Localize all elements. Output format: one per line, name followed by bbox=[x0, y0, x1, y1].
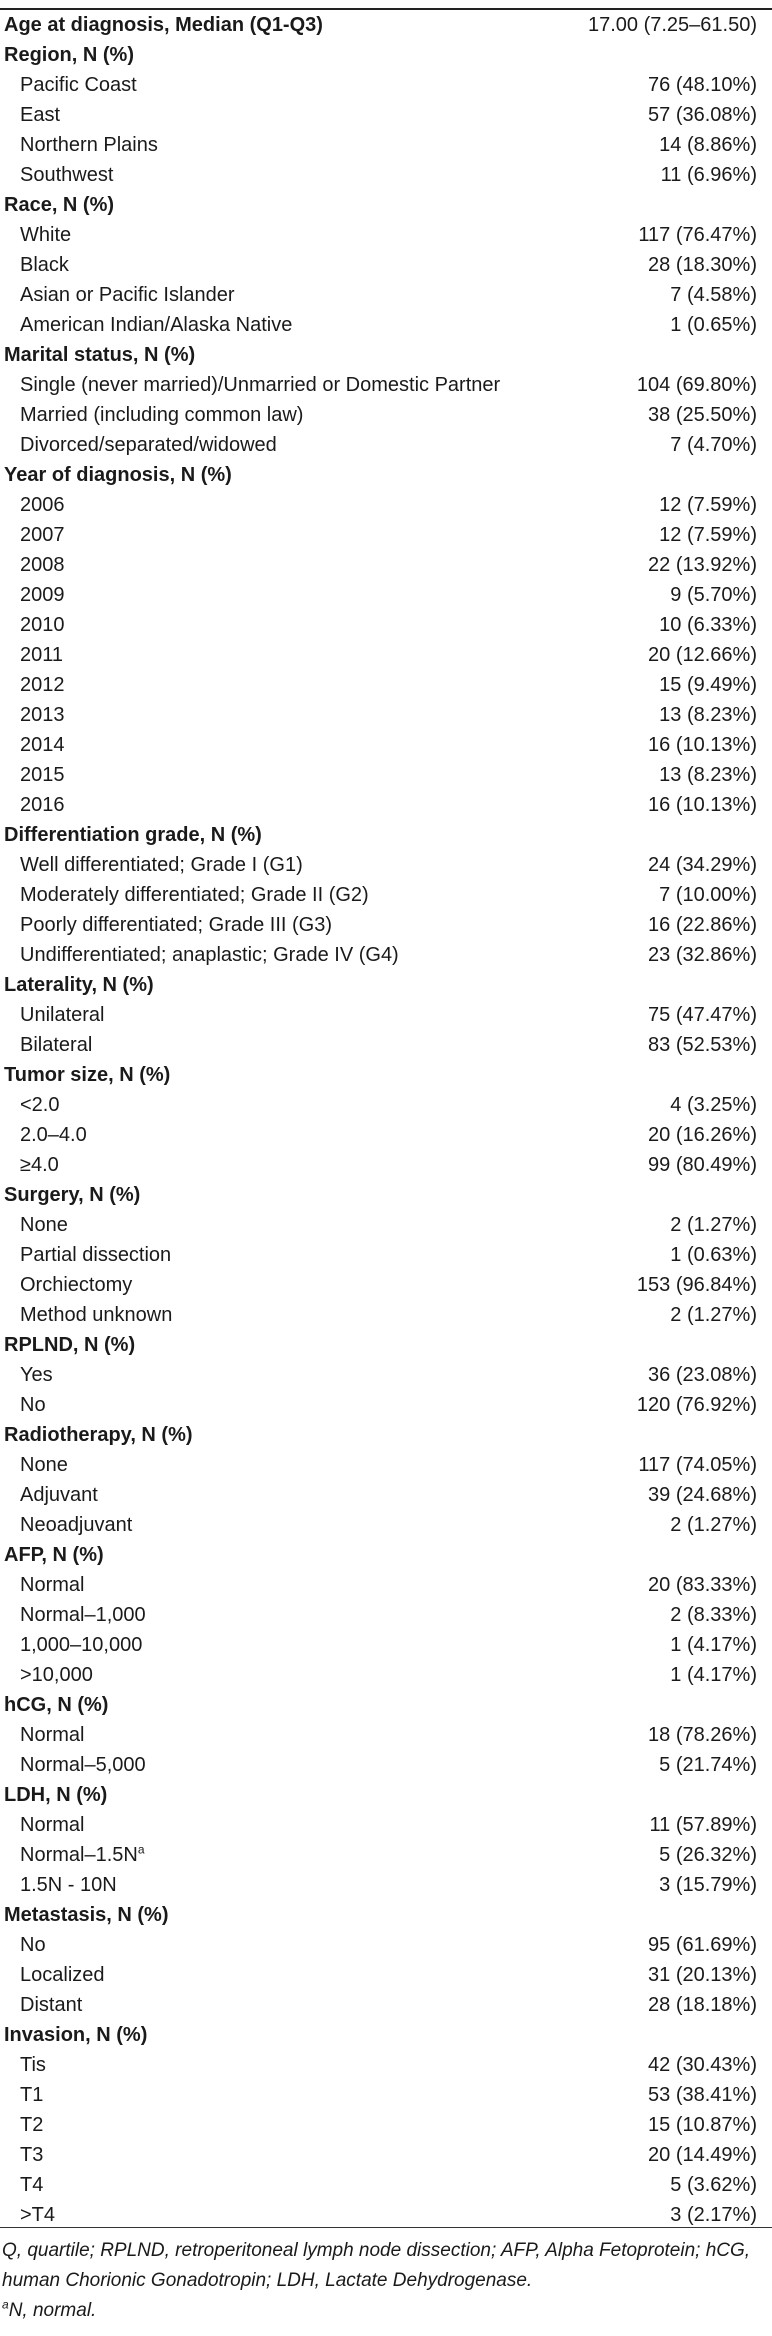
row-label-text: No bbox=[20, 1394, 46, 1416]
row-label bbox=[20, 1390, 46, 1420]
row-label-text: Adjuvant bbox=[20, 1484, 98, 1506]
row-label-text: 2006 bbox=[20, 494, 65, 516]
row-label-text: Neoadjuvant bbox=[20, 1514, 133, 1536]
row-label bbox=[20, 850, 303, 880]
row-label bbox=[20, 160, 113, 190]
section-label bbox=[4, 1060, 170, 1090]
table-row bbox=[0, 760, 772, 790]
row-value: 11 (6.96%) bbox=[660, 164, 757, 186]
row-label-text: T1 bbox=[20, 2084, 44, 2106]
row-label-text: None bbox=[20, 1454, 68, 1476]
row-label-text: American Indian/Alaska Native bbox=[20, 314, 293, 336]
row-value: 83 (52.53%) bbox=[648, 1034, 757, 1056]
row-label-text: Normal bbox=[20, 1814, 85, 1836]
row-label-text: 1.5N - 10N bbox=[20, 1874, 117, 1896]
row-value: 99 (80.49%) bbox=[648, 1154, 757, 1176]
row-label bbox=[20, 640, 63, 670]
bottom-rule bbox=[0, 2227, 772, 2228]
section-header-row bbox=[0, 1180, 772, 1210]
table-row bbox=[0, 550, 772, 580]
table-row bbox=[0, 1720, 772, 1750]
table-row bbox=[0, 1300, 772, 1330]
table-row bbox=[0, 2050, 772, 2080]
row-label bbox=[20, 1990, 82, 2020]
row-value: 7 (4.58%) bbox=[670, 284, 757, 306]
row-value: 75 (47.47%) bbox=[648, 1004, 757, 1026]
row-label-text: T2 bbox=[20, 2114, 44, 2136]
row-label-text: Metastasis, N (%) bbox=[4, 1904, 169, 1926]
table-row bbox=[0, 1600, 772, 1630]
table-row bbox=[0, 2200, 772, 2230]
section-label bbox=[4, 1420, 193, 1450]
row-label-text: Partial dissection bbox=[20, 1244, 172, 1266]
row-value: 12 (7.59%) bbox=[659, 494, 757, 516]
table-row bbox=[0, 700, 772, 730]
row-label bbox=[20, 880, 369, 910]
row-label bbox=[20, 550, 65, 580]
table-row bbox=[0, 370, 772, 400]
row-label-text: T4 bbox=[20, 2174, 44, 2196]
row-label-text: Pacific Coast bbox=[20, 74, 137, 96]
table-row bbox=[0, 850, 772, 880]
table-row bbox=[0, 670, 772, 700]
table-row bbox=[0, 940, 772, 970]
row-label-text: Moderately differentiated; Grade II (G2) bbox=[20, 884, 369, 906]
row-label-text: Normal–5,000 bbox=[20, 1754, 146, 1776]
table-row bbox=[0, 430, 772, 460]
row-value: 2 (8.33%) bbox=[670, 1604, 757, 1626]
row-label-text: LDH, N (%) bbox=[4, 1784, 108, 1806]
table-row bbox=[0, 1390, 772, 1420]
row-label bbox=[20, 400, 303, 430]
row-value: 76 (48.10%) bbox=[648, 74, 757, 96]
row-label bbox=[20, 310, 292, 340]
section-header-row bbox=[0, 1060, 772, 1090]
row-value: 1 (4.17%) bbox=[670, 1634, 757, 1656]
row-value: 2 (1.27%) bbox=[670, 1214, 757, 1236]
row-label-text: 2015 bbox=[20, 764, 65, 786]
table-row bbox=[0, 1270, 772, 1300]
row-label bbox=[20, 70, 137, 100]
row-value: 18 (78.26%) bbox=[648, 1724, 757, 1746]
table-footnote-abbreviations: Q, quartile; RPLND, retroperitoneal lymph node dissection; AFP, Alpha Fetoprotein; hCG, human Chorionic Gonadotropin; LDH, Lactate Dehydrogenase. bbox=[2, 2240, 751, 2291]
table-row bbox=[0, 1810, 772, 1840]
row-label bbox=[20, 1840, 145, 1870]
row-label-text: Single (never married)/Unmarried or Domestic Partner bbox=[20, 374, 501, 396]
section-header-row bbox=[0, 340, 772, 370]
row-label bbox=[20, 1510, 132, 1540]
row-label bbox=[20, 2200, 55, 2230]
row-label bbox=[20, 1660, 93, 1690]
row-label-text: Normal–1,000 bbox=[20, 1604, 146, 1626]
row-label bbox=[20, 790, 65, 820]
row-label-text: ≥4.0 bbox=[20, 1154, 59, 1176]
row-label-text: Tis bbox=[20, 2054, 46, 2076]
table-row bbox=[0, 1870, 772, 1900]
row-label bbox=[20, 220, 71, 250]
row-value: 17.00 (7.25–61.50) bbox=[587, 14, 757, 36]
row-value: 24 (34.29%) bbox=[648, 854, 757, 876]
section-label bbox=[4, 1330, 135, 1360]
row-label-text: AFP, N (%) bbox=[4, 1544, 104, 1566]
row-label-text: Normal–1.5N bbox=[20, 1844, 138, 1866]
row-label-text: Region, N (%) bbox=[4, 44, 134, 66]
row-value: 31 (20.13%) bbox=[648, 1964, 757, 1986]
table-row bbox=[0, 1570, 772, 1600]
row-label bbox=[20, 1360, 53, 1390]
row-label bbox=[20, 1960, 105, 1990]
row-label-text: Black bbox=[20, 254, 69, 276]
row-label-text: 2.0–4.0 bbox=[20, 1124, 87, 1146]
section-label bbox=[4, 460, 232, 490]
table-row bbox=[0, 1960, 772, 1990]
row-label bbox=[20, 580, 65, 610]
row-label bbox=[20, 1150, 59, 1180]
row-value: 53 (38.41%) bbox=[648, 2084, 757, 2106]
row-label-text: 2014 bbox=[20, 734, 65, 756]
section-label bbox=[4, 1900, 169, 1930]
footnote-marker: a bbox=[137, 1842, 145, 1857]
row-value: 38 (25.50%) bbox=[648, 404, 757, 426]
row-label-text: Surgery, N (%) bbox=[4, 1184, 141, 1206]
row-value: 5 (21.74%) bbox=[659, 1754, 757, 1776]
row-label bbox=[20, 2110, 43, 2140]
row-value: 23 (32.86%) bbox=[648, 944, 757, 966]
row-label bbox=[20, 1210, 68, 1240]
section-label bbox=[4, 190, 114, 220]
section-header-row bbox=[0, 1330, 772, 1360]
row-label bbox=[20, 940, 399, 970]
row-value: 12 (7.59%) bbox=[659, 524, 757, 546]
row-value: 39 (24.68%) bbox=[648, 1484, 757, 1506]
section-header-row bbox=[0, 2020, 772, 2050]
section-label bbox=[4, 970, 154, 1000]
section-label bbox=[4, 1540, 104, 1570]
section-header-row bbox=[0, 10, 772, 40]
row-label-text: 2010 bbox=[20, 614, 65, 636]
row-label-text: Method unknown bbox=[20, 1304, 173, 1326]
section-header-row bbox=[0, 970, 772, 1000]
row-label bbox=[20, 490, 65, 520]
row-value: 117 (74.05%) bbox=[638, 1454, 757, 1476]
row-value: 20 (83.33%) bbox=[648, 1574, 757, 1596]
table-row bbox=[0, 1840, 772, 1870]
row-value: 57 (36.08%) bbox=[648, 104, 757, 126]
row-value: 9 (5.70%) bbox=[670, 584, 757, 606]
row-label bbox=[20, 2080, 43, 2110]
row-label bbox=[20, 670, 65, 700]
row-value: 10 (6.33%) bbox=[659, 614, 757, 636]
row-value: 20 (14.49%) bbox=[648, 2144, 757, 2166]
row-label-text: hCG, N (%) bbox=[4, 1694, 109, 1716]
table-row bbox=[0, 1660, 772, 1690]
footnote-marker: a bbox=[2, 2297, 9, 2312]
section-header-row bbox=[0, 40, 772, 70]
table-row bbox=[0, 2170, 772, 2200]
row-label-text: 1,000–10,000 bbox=[20, 1634, 143, 1656]
row-label bbox=[20, 280, 235, 310]
row-label bbox=[20, 430, 277, 460]
section-label bbox=[4, 10, 323, 40]
row-label bbox=[20, 1720, 84, 1750]
row-value: 2 (1.27%) bbox=[670, 1304, 757, 1326]
row-label-text: Distant bbox=[20, 1994, 83, 2016]
row-label-text: None bbox=[20, 1214, 68, 1236]
table-row bbox=[0, 1000, 772, 1030]
row-label bbox=[20, 1300, 172, 1330]
table-row bbox=[0, 1240, 772, 1270]
section-header-row bbox=[0, 820, 772, 850]
row-label-text: 2011 bbox=[20, 644, 64, 666]
row-label-text: <2.0 bbox=[20, 1094, 60, 1116]
row-value: 2 (1.27%) bbox=[670, 1514, 757, 1536]
row-label bbox=[20, 520, 65, 550]
row-value: 20 (16.26%) bbox=[648, 1124, 757, 1146]
section-label bbox=[4, 40, 134, 70]
section-header-row bbox=[0, 190, 772, 220]
table-row bbox=[0, 1210, 772, 1240]
table-row bbox=[0, 1360, 772, 1390]
row-label-text: No bbox=[20, 1934, 46, 1956]
row-label bbox=[20, 2170, 43, 2200]
row-label bbox=[20, 1630, 142, 1660]
row-label-text: Radiotherapy, N (%) bbox=[4, 1424, 193, 1446]
table-row bbox=[0, 640, 772, 670]
row-value: 14 (8.86%) bbox=[659, 134, 757, 156]
row-label bbox=[20, 1600, 146, 1630]
row-label-text: Poorly differentiated; Grade III (G3) bbox=[20, 914, 333, 936]
table-row bbox=[0, 2110, 772, 2140]
section-label bbox=[4, 2020, 147, 2050]
table-footnote-note bbox=[2, 2296, 762, 2326]
table-row bbox=[0, 100, 772, 130]
table-row bbox=[0, 280, 772, 310]
row-label-text: Year of diagnosis, N (%) bbox=[4, 464, 232, 486]
row-value: 28 (18.18%) bbox=[648, 1994, 757, 2016]
row-label-text: Marital status, N (%) bbox=[4, 344, 196, 366]
row-value: 42 (30.43%) bbox=[648, 2054, 757, 2076]
row-label bbox=[20, 700, 65, 730]
table-row bbox=[0, 790, 772, 820]
row-label bbox=[20, 250, 69, 280]
row-label bbox=[20, 1030, 92, 1060]
table-row bbox=[0, 880, 772, 910]
row-label-text: Unilateral bbox=[20, 1004, 105, 1026]
row-label-text: Tumor size, N (%) bbox=[4, 1064, 171, 1086]
table-row bbox=[0, 70, 772, 100]
row-label-text: >T4 bbox=[20, 2204, 56, 2226]
row-value: 7 (4.70%) bbox=[670, 434, 757, 456]
row-label bbox=[20, 760, 65, 790]
row-value: 22 (13.92%) bbox=[648, 554, 757, 576]
row-value: 153 (96.84%) bbox=[636, 1274, 757, 1296]
table-row bbox=[0, 2140, 772, 2170]
section-header-row bbox=[0, 1420, 772, 1450]
row-label-text: Orchiectomy bbox=[20, 1274, 133, 1296]
row-value: 15 (10.87%) bbox=[648, 2114, 757, 2136]
table-row bbox=[0, 520, 772, 550]
table-row bbox=[0, 160, 772, 190]
row-value: 1 (0.65%) bbox=[670, 314, 757, 336]
row-label-text: Normal bbox=[20, 1574, 85, 1596]
row-label-text: Northern Plains bbox=[20, 134, 158, 156]
row-value: 95 (61.69%) bbox=[648, 1934, 757, 1956]
table-row bbox=[0, 1090, 772, 1120]
row-label bbox=[20, 910, 332, 940]
row-label-text: 2009 bbox=[20, 584, 65, 606]
row-value: 16 (10.13%) bbox=[648, 794, 757, 816]
section-header-row bbox=[0, 1900, 772, 1930]
row-label-text: Localized bbox=[20, 1964, 105, 1986]
section-header-row bbox=[0, 1780, 772, 1810]
row-label-text: 2008 bbox=[20, 554, 65, 576]
row-label bbox=[20, 130, 158, 160]
section-label bbox=[4, 1690, 108, 1720]
section-header-row bbox=[0, 460, 772, 490]
row-label bbox=[20, 1810, 84, 1840]
row-value: 13 (8.23%) bbox=[659, 704, 757, 726]
table-row bbox=[0, 1450, 772, 1480]
row-value: 5 (26.32%) bbox=[659, 1844, 757, 1866]
row-label-text: T3 bbox=[20, 2144, 44, 2166]
table-row bbox=[0, 1480, 772, 1510]
row-value: 11 (57.89%) bbox=[649, 1814, 757, 1836]
row-label bbox=[20, 1450, 68, 1480]
row-value: 28 (18.30%) bbox=[648, 254, 757, 276]
row-label-text: Laterality, N (%) bbox=[4, 974, 154, 996]
table-row bbox=[0, 1990, 772, 2020]
row-label bbox=[20, 1120, 87, 1150]
row-label bbox=[20, 610, 65, 640]
row-label-text: Yes bbox=[20, 1364, 53, 1386]
row-label bbox=[20, 370, 500, 400]
table-row bbox=[0, 1510, 772, 1540]
row-label-text: Bilateral bbox=[20, 1034, 93, 1056]
row-label-text: RPLND, N (%) bbox=[4, 1334, 136, 1356]
row-value: 16 (10.13%) bbox=[648, 734, 757, 756]
table-row bbox=[0, 130, 772, 160]
row-label-text: Asian or Pacific Islander bbox=[20, 284, 235, 306]
table-row bbox=[0, 1120, 772, 1150]
table-row bbox=[0, 730, 772, 760]
row-label-text: >10,000 bbox=[20, 1664, 93, 1686]
table-row bbox=[0, 310, 772, 340]
section-header-row bbox=[0, 1540, 772, 1570]
table-row bbox=[0, 910, 772, 940]
table-row bbox=[0, 1150, 772, 1180]
row-value: 104 (69.80%) bbox=[636, 374, 757, 396]
row-label bbox=[20, 1270, 132, 1300]
section-label bbox=[4, 340, 195, 370]
row-label-text: 2012 bbox=[20, 674, 65, 696]
row-label bbox=[20, 1570, 84, 1600]
row-value: 36 (23.08%) bbox=[648, 1364, 757, 1386]
row-value: 1 (4.17%) bbox=[670, 1664, 757, 1686]
row-label-text: White bbox=[20, 224, 72, 246]
table-row bbox=[0, 1030, 772, 1060]
row-value: 4 (3.25%) bbox=[670, 1094, 757, 1116]
row-label-text: Well differentiated; Grade I (G1) bbox=[20, 854, 303, 876]
table-row bbox=[0, 580, 772, 610]
table-row bbox=[0, 1630, 772, 1660]
table-row bbox=[0, 610, 772, 640]
row-label bbox=[20, 1930, 46, 1960]
row-label bbox=[20, 1240, 171, 1270]
row-label bbox=[20, 100, 60, 130]
row-label-text: Race, N (%) bbox=[4, 194, 115, 216]
row-value: 13 (8.23%) bbox=[659, 764, 757, 786]
row-value: 120 (76.92%) bbox=[636, 1394, 757, 1416]
row-label-text: Normal bbox=[20, 1724, 85, 1746]
table-row bbox=[0, 1750, 772, 1780]
table-row bbox=[0, 1930, 772, 1960]
row-label bbox=[20, 2140, 43, 2170]
row-value: 1 (0.63%) bbox=[670, 1244, 757, 1266]
table-row bbox=[0, 250, 772, 280]
section-header-row bbox=[0, 1690, 772, 1720]
row-label bbox=[20, 1750, 146, 1780]
row-label-text: Differentiation grade, N (%) bbox=[4, 824, 262, 846]
row-value: 3 (15.79%) bbox=[659, 1874, 757, 1896]
row-label bbox=[20, 1870, 117, 1900]
row-value: 16 (22.86%) bbox=[648, 914, 757, 936]
row-value: 20 (12.66%) bbox=[648, 644, 757, 666]
row-label-text: Divorced/separated/widowed bbox=[20, 434, 277, 456]
row-value: 15 (9.49%) bbox=[659, 674, 757, 696]
row-label-text: Invasion, N (%) bbox=[4, 2024, 148, 2046]
table-body bbox=[0, 10, 772, 2230]
footnote-note-text: N, normal. bbox=[8, 2300, 97, 2321]
row-label-text: Age at diagnosis, Median (Q1-Q3) bbox=[4, 14, 323, 36]
row-value: 3 (2.17%) bbox=[670, 2204, 757, 2226]
row-label bbox=[20, 1090, 59, 1120]
row-label-text: East bbox=[20, 104, 61, 126]
row-label bbox=[20, 730, 65, 760]
table-row bbox=[0, 2080, 772, 2110]
row-label bbox=[20, 1480, 98, 1510]
row-value: 117 (76.47%) bbox=[638, 224, 757, 246]
table-row bbox=[0, 400, 772, 430]
row-label bbox=[20, 1000, 104, 1030]
section-label bbox=[4, 1180, 140, 1210]
row-label-text: 2007 bbox=[20, 524, 65, 546]
row-label-text: 2016 bbox=[20, 794, 65, 816]
row-value: 7 (10.00%) bbox=[659, 884, 757, 906]
row-label-text: 2013 bbox=[20, 704, 65, 726]
section-label bbox=[4, 1780, 107, 1810]
row-label bbox=[20, 2050, 46, 2080]
section-label bbox=[4, 820, 262, 850]
table-row bbox=[0, 220, 772, 250]
row-label-text: Undifferentiated; anaplastic; Grade IV (G4) bbox=[20, 944, 399, 966]
row-label-text: Southwest bbox=[20, 164, 114, 186]
row-label-text: Married (including common law) bbox=[20, 404, 304, 426]
row-value: 5 (3.62%) bbox=[670, 2174, 757, 2196]
table-row bbox=[0, 490, 772, 520]
